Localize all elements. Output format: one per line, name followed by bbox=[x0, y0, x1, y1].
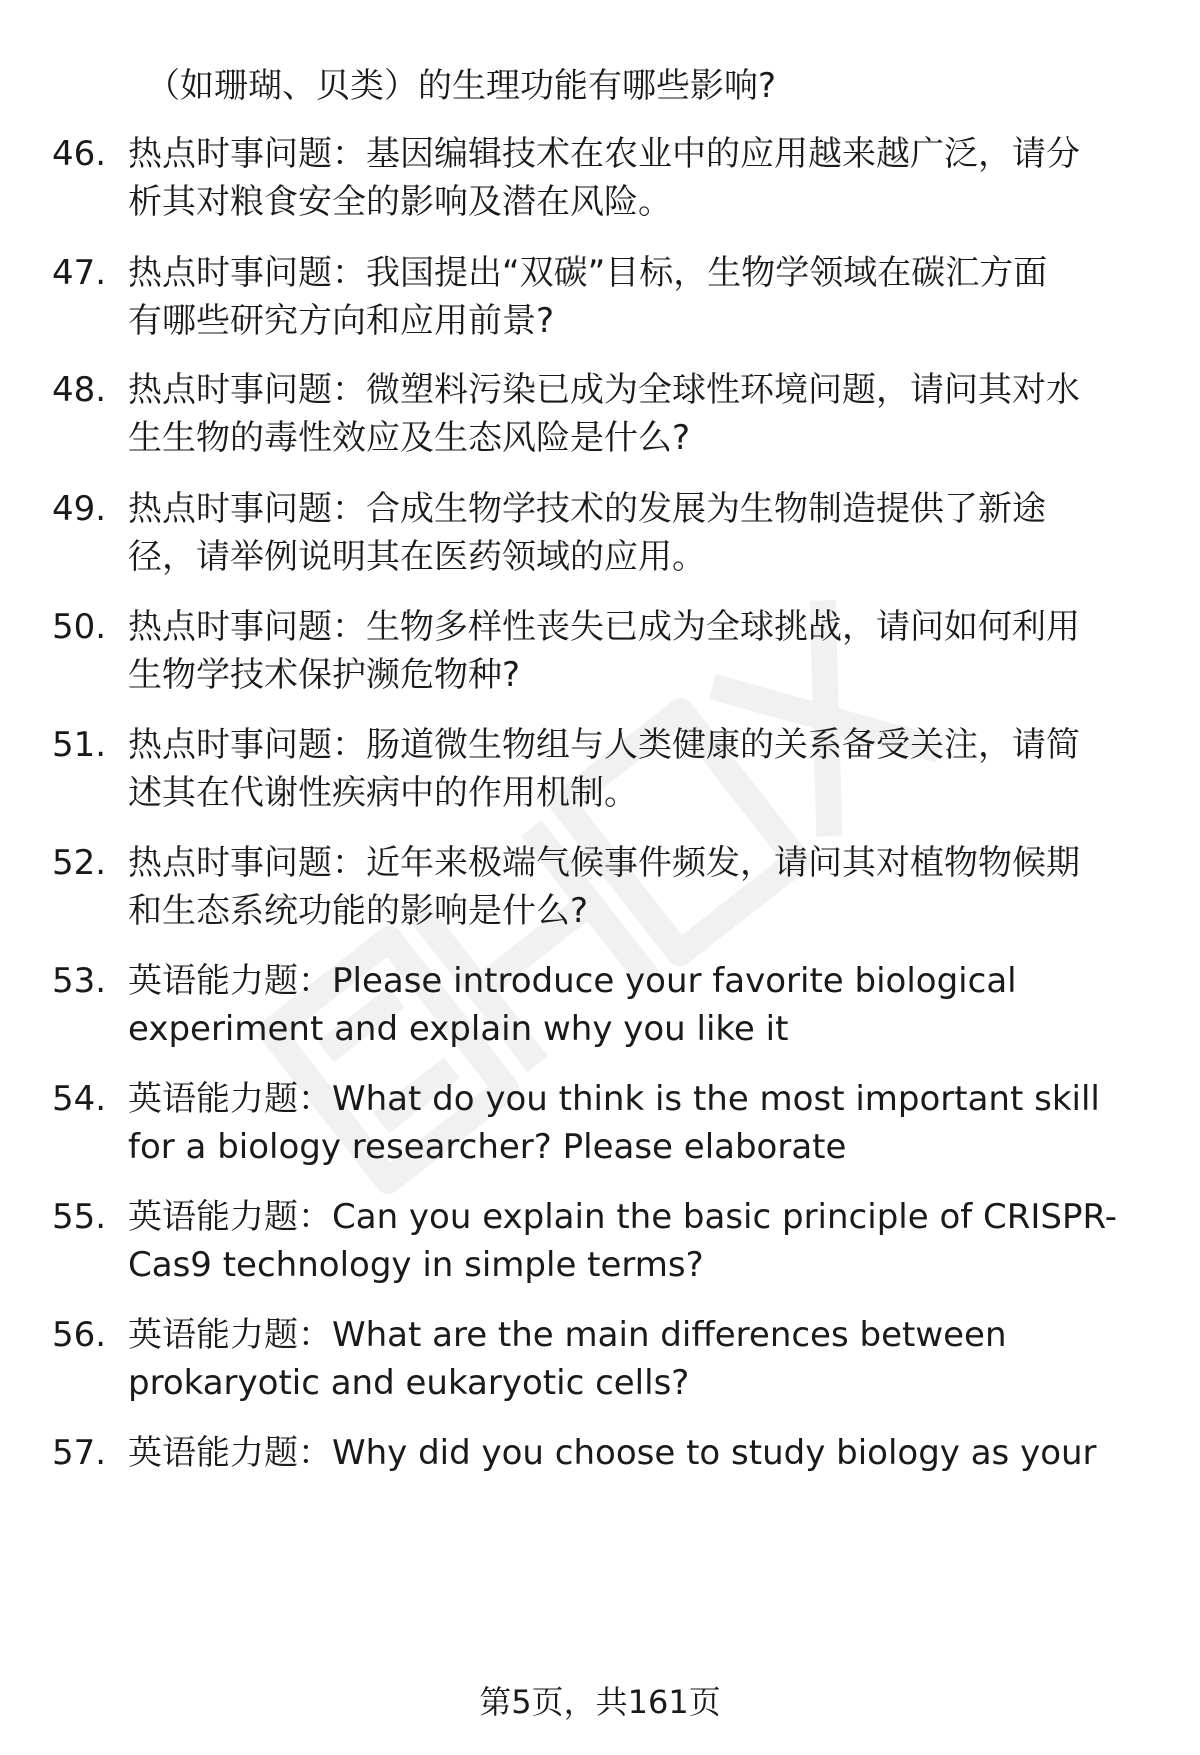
question-text bbox=[128, 1311, 1138, 1407]
question-number: 54. bbox=[52, 1079, 107, 1119]
question-text-line: 热点时事问题：我国提出“双碳”目标，生物学领域在碳汇方面 bbox=[128, 253, 1048, 293]
question-text bbox=[128, 957, 1138, 1053]
question-text-line: 述其在代谢性疾病中的作用机制。 bbox=[128, 773, 638, 813]
question-number: 51. bbox=[52, 725, 107, 765]
question-number: 50. bbox=[52, 607, 107, 647]
question-text-line: 和生态系统功能的影响是什么? bbox=[128, 891, 589, 931]
question-number: 48. bbox=[52, 370, 107, 410]
question-text bbox=[128, 1193, 1138, 1289]
question-text-line: 英语能力题：What are the main differences between bbox=[128, 1315, 1007, 1355]
question-text-line: 径，请举例说明其在医药领域的应用。 bbox=[128, 537, 706, 577]
question-text-line: 析其对粮食安全的影响及潜在风险。 bbox=[128, 182, 672, 222]
question-text bbox=[128, 603, 1138, 699]
question-text-line: 生生物的毒性效应及生态风险是什么? bbox=[128, 418, 691, 458]
question-number: 46. bbox=[52, 134, 107, 174]
page-footer-number: 第5页，共161页 bbox=[479, 1683, 721, 1721]
question-number: 49. bbox=[52, 489, 107, 529]
question-text-line: 热点时事问题：近年来极端气候事件频发，请问其对植物物候期 bbox=[128, 843, 1080, 883]
question-text-line: for a biology researcher? Please elaborate bbox=[128, 1127, 847, 1167]
question-text bbox=[128, 366, 1138, 462]
question-text-line: experiment and explain why you like it bbox=[128, 1009, 789, 1049]
question-number: 53. bbox=[52, 961, 107, 1001]
question-text bbox=[128, 1075, 1138, 1171]
question-text-line: 英语能力题：What do you think is the most important skill bbox=[128, 1079, 1100, 1119]
question-number: 52. bbox=[52, 843, 107, 883]
question-text bbox=[128, 1429, 1138, 1477]
question-text-line: 热点时事问题：基因编辑技术在农业中的应用越来越广泛，请分 bbox=[128, 134, 1080, 174]
question-number: 47. bbox=[52, 253, 107, 293]
question-text-line: 有哪些研究方向和应用前景? bbox=[128, 301, 555, 341]
question-text-line: 热点时事问题：肠道微生物组与人类健康的关系备受关注，请简 bbox=[128, 725, 1080, 765]
question-text bbox=[128, 721, 1138, 817]
question-text bbox=[128, 249, 1138, 345]
question-text-line: 热点时事问题：合成生物学技术的发展为生物制造提供了新途 bbox=[128, 489, 1046, 529]
question-text-line: 英语能力题：Please introduce your favorite biological bbox=[128, 961, 1017, 1001]
question-number: 57. bbox=[52, 1433, 107, 1473]
continued-question-line: （如珊瑚、贝类）的生理功能有哪些影响? bbox=[146, 66, 777, 106]
question-number: 55. bbox=[52, 1197, 107, 1237]
question-text-line: Cas9 technology in simple terms? bbox=[128, 1245, 704, 1285]
question-text-line: 英语能力题：Why did you choose to study biology as your bbox=[128, 1433, 1097, 1473]
question-text bbox=[128, 485, 1138, 581]
question-text-line: 热点时事问题：生物多样性丧失已成为全球挑战，请问如何利用 bbox=[128, 607, 1080, 647]
question-text-line: 英语能力题：Can you explain the basic principle of CRISPR- bbox=[128, 1197, 1118, 1237]
question-text-line: 生物学技术保护濒危物种? bbox=[128, 655, 521, 695]
question-text-line: prokaryotic and eukaryotic cells? bbox=[128, 1363, 690, 1403]
question-text bbox=[128, 130, 1138, 226]
question-text bbox=[128, 839, 1138, 935]
question-text-line: 热点时事问题：微塑料污染已成为全球性环境问题，请问其对水 bbox=[128, 370, 1080, 410]
question-number: 56. bbox=[52, 1315, 107, 1355]
